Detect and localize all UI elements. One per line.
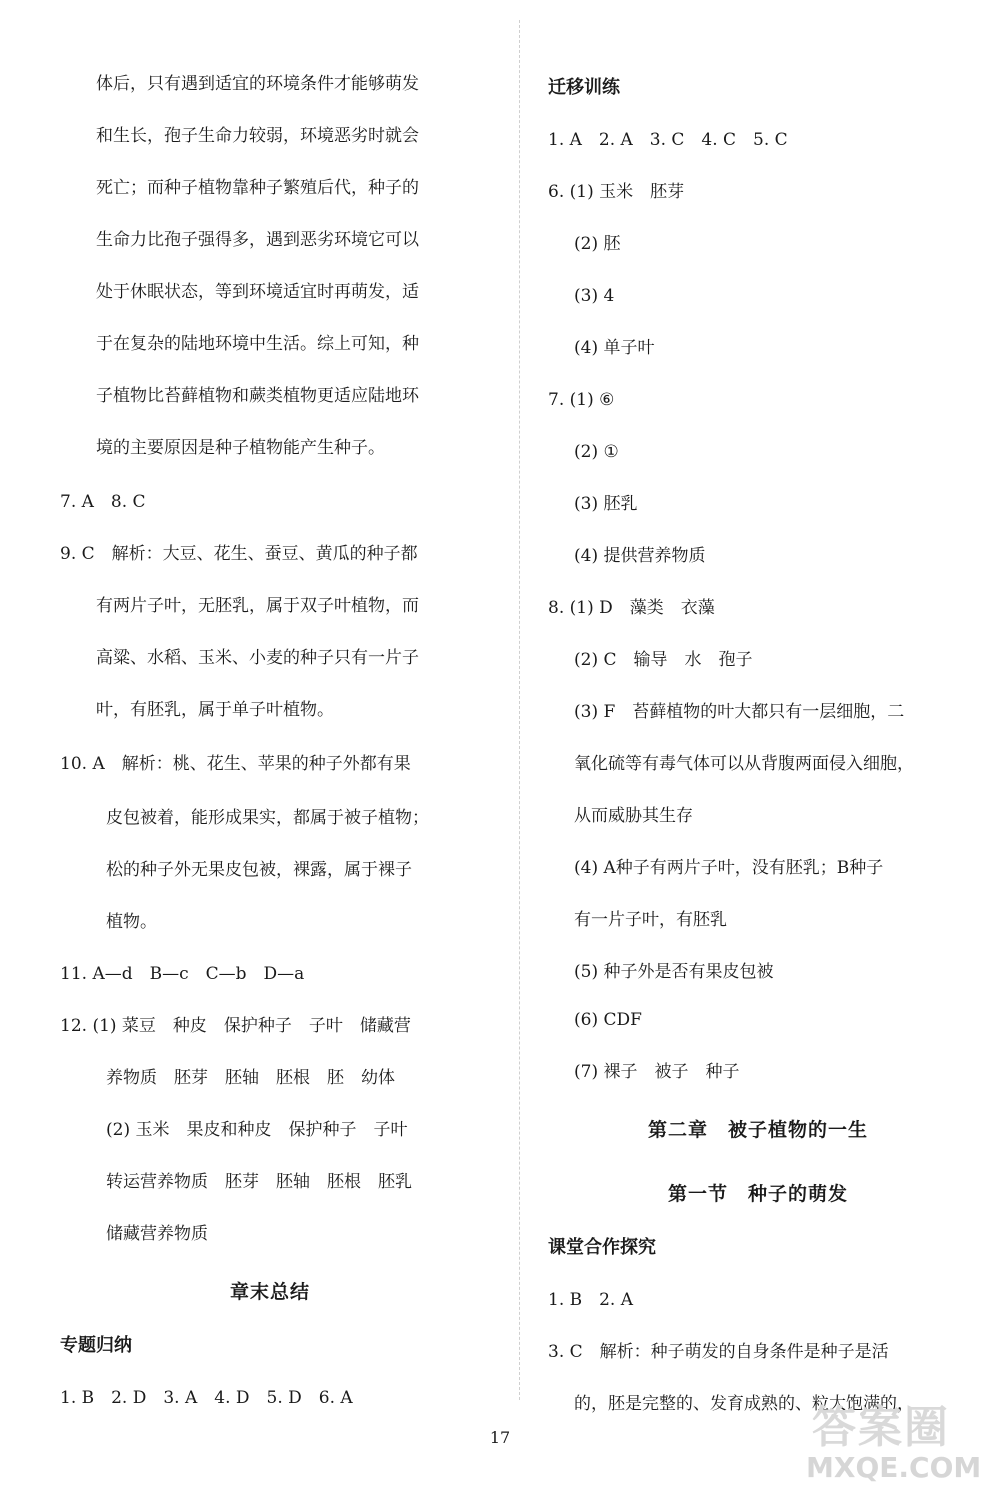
answer-line: (2) 胚 bbox=[574, 234, 621, 254]
watermark-text: 答案圈 bbox=[812, 1402, 950, 1453]
answer-line: 养物质 胚芽 胚轴 胚根 胚 幼体 bbox=[106, 1068, 395, 1088]
section-heading: 专题归纳 bbox=[60, 1335, 132, 1356]
answer-line: 有两片子叶，无胚乳，属于双子叶植物，而 bbox=[96, 596, 419, 616]
answer-line: 从而威胁其生存 bbox=[574, 806, 693, 826]
answer-line: 9. C 解析：大豆、花生、蚕豆、黄瓜的种子都 bbox=[60, 544, 418, 564]
answer-line: 12. (1) 菜豆 种皮 保护种子 子叶 储藏营 bbox=[60, 1016, 411, 1036]
answer-line: 的，胚是完整的、发育成熟的、粒大饱满的， bbox=[574, 1394, 914, 1414]
answer-line: 6. (1) 玉米 胚芽 bbox=[548, 182, 685, 202]
answer-line: 境的主要原因是种子植物能产生种子。 bbox=[96, 438, 385, 458]
answer-line: (2) 玉米 果皮和种皮 保护种子 子叶 bbox=[106, 1120, 408, 1140]
section-title: 章末总结 bbox=[229, 1281, 310, 1303]
section-heading: 迁移训练 bbox=[548, 77, 620, 98]
section-title: 第二章 被子植物的一生 bbox=[647, 1119, 868, 1141]
answer-line: (3) F 苔藓植物的叶大都只有一层细胞，二 bbox=[574, 702, 905, 722]
answer-line: 体后，只有遇到适宜的环境条件才能够萌发 bbox=[96, 74, 419, 94]
answer-line: (6) CDF bbox=[574, 1010, 642, 1030]
answer-line: 皮包被着，能形成果实，都属于被子植物； bbox=[106, 808, 429, 828]
answer-line: (4) A种子有两片子叶，没有胚乳；B种子 bbox=[574, 858, 884, 878]
answer-line: 高粱、水稻、玉米、小麦的种子只有一片子 bbox=[96, 648, 419, 668]
watermark-url: MXQE.COM bbox=[806, 1451, 982, 1484]
answer-line: 储藏营养物质 bbox=[106, 1224, 208, 1244]
answer-line: (4) 单子叶 bbox=[574, 338, 655, 358]
answer-line: (3) 胚乳 bbox=[574, 494, 638, 514]
answer-line: 8. (1) D 藻类 衣藻 bbox=[548, 598, 715, 618]
answer-line: 转运营养物质 胚芽 胚轴 胚根 胚乳 bbox=[106, 1172, 412, 1192]
answer-line: (3) 4 bbox=[574, 286, 615, 306]
watermark-logo bbox=[800, 1385, 996, 1491]
answer-line: 死亡；而种子植物靠种子繁殖后代，种子的 bbox=[96, 178, 419, 198]
answer-line: 处于休眠状态，等到环境适宜时再萌发，适 bbox=[96, 282, 419, 302]
answer-line: (4) 提供营养物质 bbox=[574, 546, 706, 566]
page-number: 17 bbox=[489, 1428, 511, 1447]
answer-line: (2) ① bbox=[574, 442, 619, 462]
answer-line: 11. A—d B—c C—b D—a bbox=[60, 964, 305, 984]
answer-line: 于在复杂的陆地环境中生活。综上可知，种 bbox=[96, 334, 419, 354]
answer-line: 10. A 解析：桃、花生、苹果的种子外都有果 bbox=[60, 754, 411, 774]
answer-line: (7) 裸子 被子 种子 bbox=[574, 1062, 740, 1082]
answer-line: 1. A 2. A 3. C 4. C 5. C bbox=[548, 130, 788, 150]
answer-line: 生命力比孢子强得多，遇到恶劣环境它可以 bbox=[96, 230, 419, 250]
answer-line: 7. A 8. C bbox=[60, 492, 146, 512]
answer-line: 植物。 bbox=[106, 912, 157, 932]
answer-line: 3. C 解析：种子萌发的自身条件是种子是活 bbox=[548, 1342, 889, 1362]
answer-line: 子植物比苔藓植物和蕨类植物更适应陆地环 bbox=[96, 386, 419, 406]
answer-line: 松的种子外无果皮包被，裸露，属于裸子 bbox=[106, 860, 412, 880]
answer-line: 氧化硫等有毒气体可以从背腹两面侵入细胞， bbox=[574, 754, 914, 774]
answer-line: 和生长，孢子生命力较弱，环境恶劣时就会 bbox=[96, 126, 419, 146]
answer-line: 1. B 2. A bbox=[548, 1290, 634, 1310]
answer-line: 1. B 2. D 3. A 4. D 5. D 6. A bbox=[60, 1388, 353, 1408]
answer-line: (2) C 输导 水 孢子 bbox=[574, 650, 753, 670]
answer-line: 叶，有胚乳，属于单子叶植物。 bbox=[96, 700, 334, 720]
answer-line: (5) 种子外是否有果皮包被 bbox=[574, 962, 774, 982]
column-divider bbox=[519, 20, 520, 1400]
answer-line: 有一片子叶，有胚乳 bbox=[574, 910, 727, 930]
section-title: 第一节 种子的萌发 bbox=[667, 1183, 848, 1205]
answer-line: 7. (1) ⑥ bbox=[548, 390, 615, 410]
section-heading: 课堂合作探究 bbox=[548, 1237, 656, 1258]
